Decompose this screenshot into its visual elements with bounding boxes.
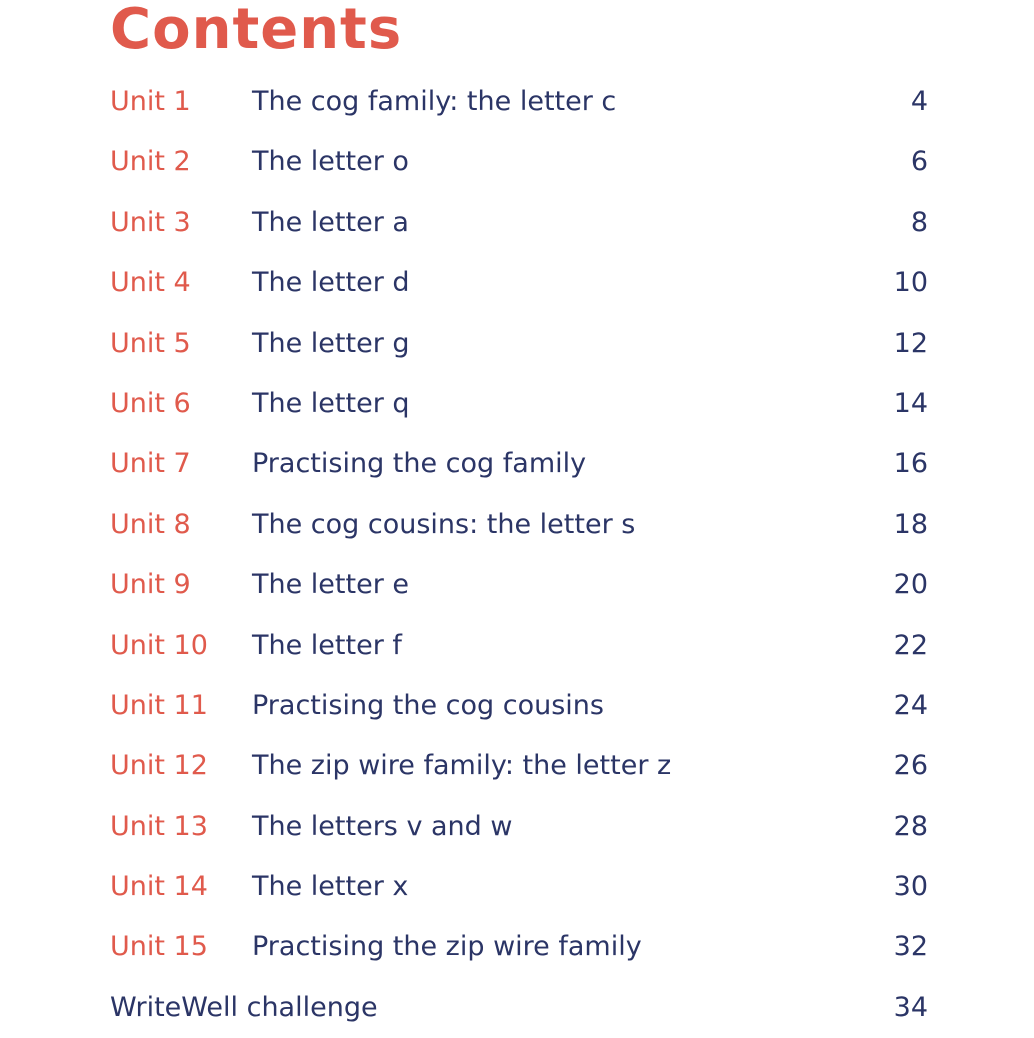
toc-entry-unit-7 bbox=[0, 434, 1034, 494]
unit-title: The letter q bbox=[252, 387, 410, 419]
unit-label: Unit 13 bbox=[110, 810, 208, 842]
unit-title: The letters v and w bbox=[252, 810, 513, 842]
page-number: 12 bbox=[893, 327, 928, 359]
page-number: 24 bbox=[893, 689, 928, 721]
toc-entry-unit-3 bbox=[0, 193, 1034, 253]
unit-label: Unit 7 bbox=[110, 448, 191, 480]
unit-title: The letter o bbox=[252, 146, 409, 178]
page-number: 14 bbox=[893, 387, 928, 419]
unit-label: Unit 8 bbox=[110, 508, 191, 540]
unit-title: The letter x bbox=[252, 871, 409, 903]
unit-title: Practising the cog family bbox=[252, 448, 587, 480]
page-number: 18 bbox=[893, 508, 928, 540]
page-title: Contents bbox=[110, 0, 403, 62]
page-number: 30 bbox=[893, 871, 928, 903]
unit-title: The zip wire family: the letter z bbox=[252, 750, 672, 782]
page-number: 20 bbox=[893, 569, 928, 601]
page-number: 16 bbox=[893, 448, 928, 480]
toc-entry-unit-2 bbox=[0, 132, 1034, 192]
unit-label: Unit 1 bbox=[110, 86, 191, 117]
toc-entry-unit-1 bbox=[0, 72, 1034, 132]
toc-entry-unit-10 bbox=[0, 616, 1034, 676]
unit-label: Unit 3 bbox=[110, 206, 191, 238]
toc-entry-unit-9 bbox=[0, 555, 1034, 615]
unit-label: Unit 2 bbox=[110, 146, 191, 178]
toc-entry-unit-13 bbox=[0, 797, 1034, 857]
toc-entry-unit-12 bbox=[0, 736, 1034, 796]
toc-entry-writewell-challenge bbox=[0, 978, 1034, 1038]
toc-entry-unit-4 bbox=[0, 253, 1034, 313]
unit-label: Unit 11 bbox=[110, 689, 208, 721]
unit-title: The letter g bbox=[252, 327, 410, 359]
page-number: 10 bbox=[893, 267, 928, 299]
unit-title: The letter d bbox=[252, 267, 410, 299]
unit-label: Unit 9 bbox=[110, 569, 191, 601]
page-number: 4 bbox=[910, 86, 928, 117]
page-number: 8 bbox=[910, 206, 928, 238]
toc-entry-unit-6 bbox=[0, 374, 1034, 434]
unit-title: The cog cousins: the letter s bbox=[252, 508, 636, 540]
page-number: 28 bbox=[893, 810, 928, 842]
toc-entry-unit-11 bbox=[0, 676, 1034, 736]
toc-entry-unit-8 bbox=[0, 495, 1034, 555]
unit-label: Unit 14 bbox=[110, 871, 208, 903]
unit-title: Practising the cog cousins bbox=[252, 689, 604, 721]
challenge-title: WriteWell challenge bbox=[110, 991, 378, 1023]
unit-title: The letter f bbox=[252, 629, 402, 661]
unit-title: The letter a bbox=[252, 206, 409, 238]
page-number: 26 bbox=[893, 750, 928, 782]
toc-entry-unit-5 bbox=[0, 314, 1034, 374]
table-of-contents bbox=[0, 72, 1034, 1038]
toc-entry-unit-14 bbox=[0, 857, 1034, 917]
page-number: 22 bbox=[893, 629, 928, 661]
unit-label: Unit 10 bbox=[110, 629, 208, 661]
page-number: 34 bbox=[893, 991, 928, 1023]
unit-label: Unit 15 bbox=[110, 931, 208, 963]
unit-label: Unit 6 bbox=[110, 387, 191, 419]
unit-label: Unit 12 bbox=[110, 750, 208, 782]
unit-title: The letter e bbox=[252, 569, 409, 601]
page-number: 32 bbox=[893, 931, 928, 963]
unit-label: Unit 4 bbox=[110, 267, 191, 299]
page-number: 6 bbox=[910, 146, 928, 178]
toc-entry-unit-15 bbox=[0, 917, 1034, 977]
unit-label: Unit 5 bbox=[110, 327, 191, 359]
unit-title: Practising the zip wire family bbox=[252, 931, 642, 963]
unit-title: The cog family: the letter c bbox=[252, 86, 617, 117]
